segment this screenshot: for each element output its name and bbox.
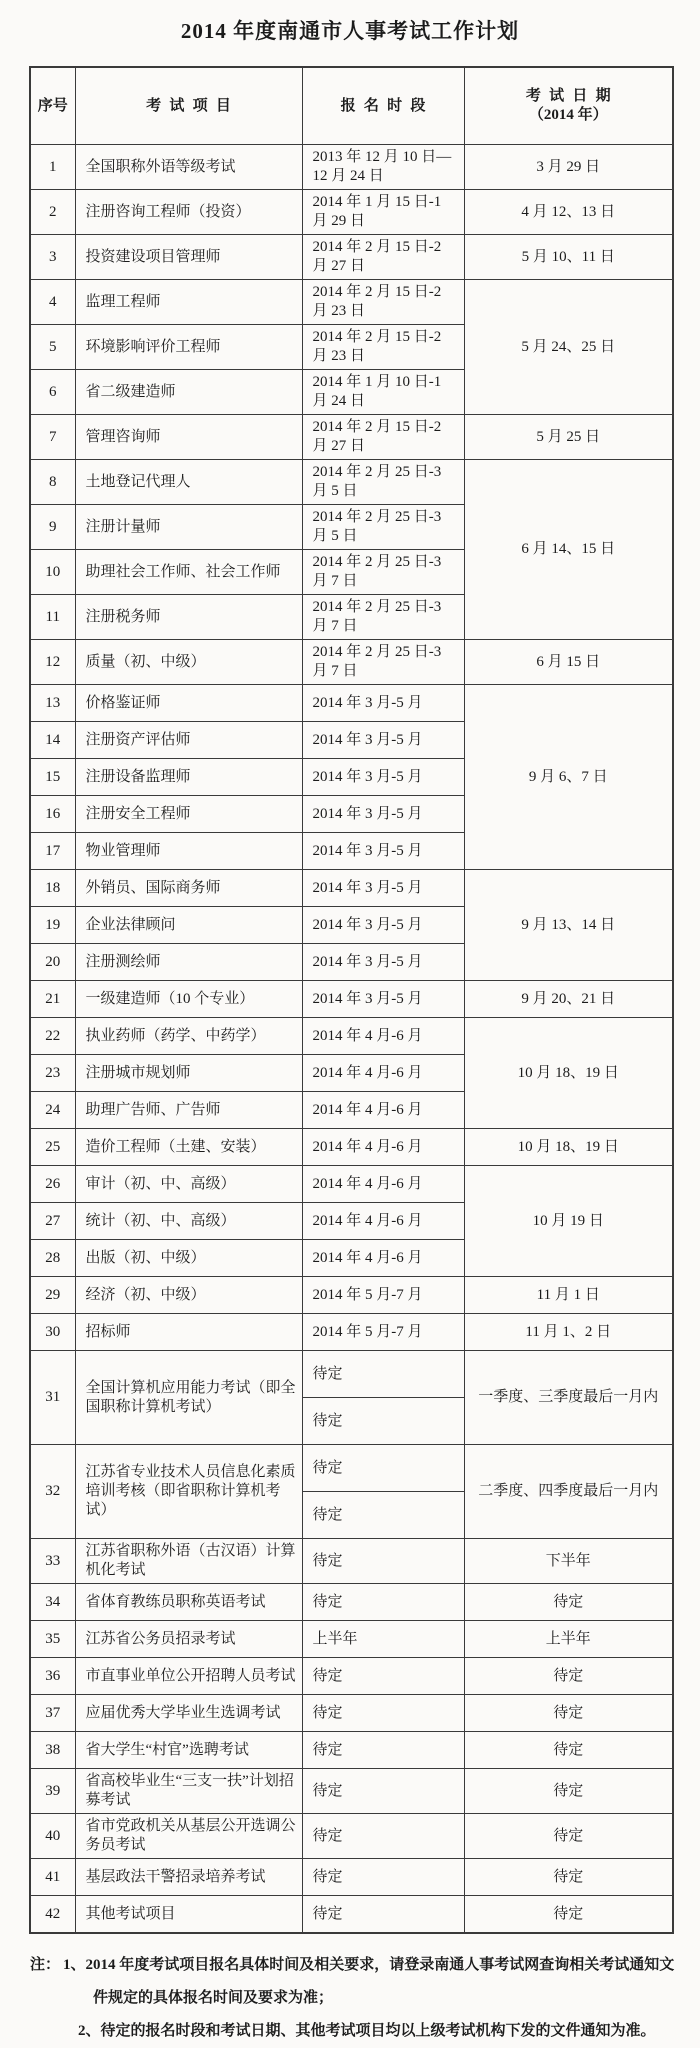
table-row <box>30 1129 673 1166</box>
notes-prefix: 注： <box>30 1957 61 1973</box>
registration-cell: 待定 <box>302 1695 464 1732</box>
note-item-1: 1、2014 年度考试项目报名具体时间及相关要求，请登录南通人事考试网查询相关考试通知文件规定的具体报名时间及要求为准； <box>63 1957 675 2006</box>
table-row <box>30 1166 673 1203</box>
exam-date-cell: 6 月 15 日 <box>464 640 673 685</box>
row-number-cell: 38 <box>30 1732 75 1769</box>
registration-cell: 2014 年 5 月-7 月 <box>302 1277 464 1314</box>
registration-cell: 2014 年 4 月-6 月 <box>302 1055 464 1092</box>
row-number-cell: 39 <box>30 1769 75 1814</box>
table-row <box>30 1351 673 1398</box>
registration-cell: 待定 <box>302 1445 464 1492</box>
registration-cell: 待定 <box>302 1539 464 1584</box>
row-number-cell: 13 <box>30 685 75 722</box>
row-number-cell: 41 <box>30 1859 75 1896</box>
row-number-cell: 4 <box>30 280 75 325</box>
registration-cell: 2014 年 3 月-5 月 <box>302 944 464 981</box>
row-number-cell: 17 <box>30 833 75 870</box>
exam-date-cell: 待定 <box>464 1859 673 1896</box>
table-row <box>30 685 673 722</box>
table-row <box>30 1695 673 1732</box>
row-number-cell: 24 <box>30 1092 75 1129</box>
exam-date-cell: 待定 <box>464 1658 673 1695</box>
exam-date-cell: 5 月 25 日 <box>464 415 673 460</box>
exam-item-cell: 全国职称外语等级考试 <box>75 145 302 190</box>
registration-cell: 2014 年 2 月 15 日-2 月 23 日 <box>302 325 464 370</box>
table-row <box>30 1769 673 1814</box>
header-registration-period: 报名时段 <box>302 67 464 145</box>
exam-item-cell: 土地登记代理人 <box>75 460 302 505</box>
row-number-cell: 20 <box>30 944 75 981</box>
row-number-cell: 42 <box>30 1896 75 1934</box>
exam-date-cell: 下半年 <box>464 1539 673 1584</box>
registration-cell: 2014 年 3 月-5 月 <box>302 833 464 870</box>
page-title: 2014 年度南通市人事考试工作计划 <box>180 19 520 43</box>
registration-cell: 待定 <box>302 1814 464 1859</box>
table-header-row <box>30 67 673 145</box>
registration-cell: 2014 年 4 月-6 月 <box>302 1166 464 1203</box>
exam-item-cell: 其他考试项目 <box>75 1896 302 1934</box>
registration-cell: 2013 年 12 月 10 日—12 月 24 日 <box>302 145 464 190</box>
registration-cell: 2014 年 3 月-5 月 <box>302 759 464 796</box>
row-number-cell: 7 <box>30 415 75 460</box>
exam-item-cell: 经济（初、中级） <box>75 1277 302 1314</box>
table-row <box>30 1314 673 1351</box>
registration-cell: 2014 年 2 月 15 日-2 月 23 日 <box>302 280 464 325</box>
exam-item-cell: 造价工程师（土建、安装） <box>75 1129 302 1166</box>
exam-item-cell: 江苏省职称外语（古汉语）计算机化考试 <box>75 1539 302 1584</box>
registration-cell: 待定 <box>302 1398 464 1445</box>
exam-date-cell: 待定 <box>464 1814 673 1859</box>
row-number-cell: 32 <box>30 1445 75 1539</box>
row-number-cell: 25 <box>30 1129 75 1166</box>
table-row <box>30 1539 673 1584</box>
row-number-cell: 37 <box>30 1695 75 1732</box>
exam-date-cell: 9 月 6、7 日 <box>464 685 673 870</box>
exam-item-cell: 审计（初、中、高级） <box>75 1166 302 1203</box>
exam-item-cell: 省大学生“村官”选聘考试 <box>75 1732 302 1769</box>
row-number-cell: 5 <box>30 325 75 370</box>
exam-item-cell: 质量（初、中级） <box>75 640 302 685</box>
exam-item-cell: 投资建设项目管理师 <box>75 235 302 280</box>
registration-cell: 2014 年 2 月 25 日-3 月 7 日 <box>302 550 464 595</box>
exam-item-cell: 企业法律顾问 <box>75 907 302 944</box>
exam-item-cell: 注册计量师 <box>75 505 302 550</box>
registration-cell: 待定 <box>302 1859 464 1896</box>
exam-item-cell: 全国计算机应用能力考试（即全国职称计算机考试） <box>75 1351 302 1445</box>
exam-item-cell: 出版（初、中级） <box>75 1240 302 1277</box>
table-row <box>30 460 673 505</box>
exam-item-cell: 应届优秀大学毕业生选调考试 <box>75 1695 302 1732</box>
exam-date-cell: 一季度、三季度最后一月内 <box>464 1351 673 1445</box>
exam-item-cell: 价格鉴证师 <box>75 685 302 722</box>
exam-date-cell: 3 月 29 日 <box>464 145 673 190</box>
registration-cell: 待定 <box>302 1732 464 1769</box>
row-number-cell: 8 <box>30 460 75 505</box>
row-number-cell: 34 <box>30 1584 75 1621</box>
row-number-cell: 6 <box>30 370 75 415</box>
exam-item-cell: 助理广告师、广告师 <box>75 1092 302 1129</box>
exam-item-cell: 注册税务师 <box>75 595 302 640</box>
registration-cell: 待定 <box>302 1584 464 1621</box>
registration-cell: 待定 <box>302 1492 464 1539</box>
exam-item-cell: 外销员、国际商务师 <box>75 870 302 907</box>
exam-item-cell: 市直事业单位公开招聘人员考试 <box>75 1658 302 1695</box>
registration-cell: 2014 年 1 月 10 日-1 月 24 日 <box>302 370 464 415</box>
exam-date-cell: 9 月 20、21 日 <box>464 981 673 1018</box>
registration-cell: 2014 年 4 月-6 月 <box>302 1129 464 1166</box>
exam-item-cell: 注册安全工程师 <box>75 796 302 833</box>
exam-item-cell: 招标师 <box>75 1314 302 1351</box>
registration-cell: 2014 年 3 月-5 月 <box>302 907 464 944</box>
row-number-cell: 36 <box>30 1658 75 1695</box>
exam-item-cell: 物业管理师 <box>75 833 302 870</box>
exam-date-cell: 上半年 <box>464 1621 673 1658</box>
registration-cell: 2014 年 4 月-6 月 <box>302 1203 464 1240</box>
row-number-cell: 26 <box>30 1166 75 1203</box>
registration-cell: 待定 <box>302 1769 464 1814</box>
row-number-cell: 11 <box>30 595 75 640</box>
exam-item-cell: 江苏省公务员招录考试 <box>75 1621 302 1658</box>
row-number-cell: 19 <box>30 907 75 944</box>
row-number-cell: 14 <box>30 722 75 759</box>
row-number-cell: 27 <box>30 1203 75 1240</box>
registration-cell: 待定 <box>302 1658 464 1695</box>
registration-cell: 2014 年 4 月-6 月 <box>302 1018 464 1055</box>
table-row <box>30 280 673 325</box>
table-row <box>30 1018 673 1055</box>
exam-date-cell: 11 月 1、2 日 <box>464 1314 673 1351</box>
registration-cell: 2014 年 4 月-6 月 <box>302 1092 464 1129</box>
exam-item-cell: 江苏省专业技术人员信息化素质培训考核（即省职称计算机考试） <box>75 1445 302 1539</box>
exam-date-cell: 待定 <box>464 1695 673 1732</box>
exam-date-cell: 10 月 18、19 日 <box>464 1129 673 1166</box>
exam-item-cell: 助理社会工作师、社会工作师 <box>75 550 302 595</box>
exam-item-cell: 执业药师（药学、中药学） <box>75 1018 302 1055</box>
row-number-cell: 21 <box>30 981 75 1018</box>
row-number-cell: 23 <box>30 1055 75 1092</box>
row-number-cell: 16 <box>30 796 75 833</box>
exam-item-cell: 监理工程师 <box>75 280 302 325</box>
table-row <box>30 235 673 280</box>
exam-date-cell: 11 月 1 日 <box>464 1277 673 1314</box>
exam-date-cell: 10 月 19 日 <box>464 1166 673 1277</box>
registration-cell: 2014 年 1 月 15 日-1 月 29 日 <box>302 190 464 235</box>
registration-cell: 2014 年 5 月-7 月 <box>302 1314 464 1351</box>
registration-cell: 2014 年 4 月-6 月 <box>302 1240 464 1277</box>
registration-cell: 2014 年 2 月 15 日-2 月 27 日 <box>302 415 464 460</box>
row-number-cell: 35 <box>30 1621 75 1658</box>
exam-item-cell: 一级建造师（10 个专业） <box>75 981 302 1018</box>
exam-item-cell: 省体育教练员职称英语考试 <box>75 1584 302 1621</box>
header-exam-item: 考试项目 <box>75 67 302 145</box>
exam-item-cell: 省高校毕业生“三支一扶”计划招募考试 <box>75 1769 302 1814</box>
registration-cell: 待定 <box>302 1896 464 1934</box>
registration-cell: 2014 年 2 月 25 日-3 月 5 日 <box>302 505 464 550</box>
row-number-cell: 2 <box>30 190 75 235</box>
row-number-cell: 22 <box>30 1018 75 1055</box>
exam-date-cell: 10 月 18、19 日 <box>464 1018 673 1129</box>
registration-cell: 2014 年 2 月 25 日-3 月 7 日 <box>302 640 464 685</box>
exam-date-cell: 6 月 14、15 日 <box>464 460 673 640</box>
row-number-cell: 30 <box>30 1314 75 1351</box>
exam-date-cell: 待定 <box>464 1769 673 1814</box>
header-serial-number: 序号 <box>30 67 75 145</box>
exam-date-cell: 待定 <box>464 1732 673 1769</box>
exam-item-cell: 统计（初、中、高级） <box>75 1203 302 1240</box>
exam-date-cell: 5 月 10、11 日 <box>464 235 673 280</box>
row-number-cell: 31 <box>30 1351 75 1445</box>
exam-item-cell: 环境影响评价工程师 <box>75 325 302 370</box>
exam-item-cell: 基层政法干警招录培养考试 <box>75 1859 302 1896</box>
table-row <box>30 1658 673 1695</box>
registration-cell: 2014 年 3 月-5 月 <box>302 870 464 907</box>
table-row <box>30 870 673 907</box>
table-row <box>30 145 673 190</box>
exam-item-cell: 注册咨询工程师（投资） <box>75 190 302 235</box>
exam-date-cell: 9 月 13、14 日 <box>464 870 673 981</box>
header-exam-date-line1: 考试日期 <box>525 88 619 104</box>
table-row <box>30 1732 673 1769</box>
row-number-cell: 12 <box>30 640 75 685</box>
table-row <box>30 1445 673 1492</box>
row-number-cell: 18 <box>30 870 75 907</box>
row-number-cell: 1 <box>30 145 75 190</box>
exam-item-cell: 省二级建造师 <box>75 370 302 415</box>
row-number-cell: 28 <box>30 1240 75 1277</box>
table-row <box>30 1814 673 1859</box>
exam-item-cell: 管理咨询师 <box>75 415 302 460</box>
row-number-cell: 15 <box>30 759 75 796</box>
exam-date-cell: 待定 <box>464 1584 673 1621</box>
exam-item-cell: 注册设备监理师 <box>75 759 302 796</box>
table-row <box>30 1584 673 1621</box>
table-row <box>30 1896 673 1934</box>
exam-item-cell: 注册资产评估师 <box>75 722 302 759</box>
registration-cell: 2014 年 2 月 15 日-2 月 27 日 <box>302 235 464 280</box>
exam-date-cell: 5 月 24、25 日 <box>464 280 673 415</box>
registration-cell: 2014 年 2 月 25 日-3 月 5 日 <box>302 460 464 505</box>
exam-item-cell: 注册城市规划师 <box>75 1055 302 1092</box>
header-exam-date-line2: （2014 年） <box>528 107 608 123</box>
table-row <box>30 190 673 235</box>
exam-schedule-table <box>29 66 674 1934</box>
exam-date-cell: 二季度、四季度最后一月内 <box>464 1445 673 1539</box>
registration-cell: 2014 年 3 月-5 月 <box>302 722 464 759</box>
table-row <box>30 640 673 685</box>
registration-cell: 待定 <box>302 1351 464 1398</box>
table-row <box>30 981 673 1018</box>
table-row <box>30 1277 673 1314</box>
notes-section <box>30 1949 675 2048</box>
table-row <box>30 1621 673 1658</box>
table-row <box>30 1859 673 1896</box>
row-number-cell: 29 <box>30 1277 75 1314</box>
registration-cell: 2014 年 3 月-5 月 <box>302 685 464 722</box>
header-exam-date <box>464 67 673 145</box>
registration-cell: 上半年 <box>302 1621 464 1658</box>
row-number-cell: 33 <box>30 1539 75 1584</box>
exam-date-cell: 4 月 12、13 日 <box>464 190 673 235</box>
exam-date-cell: 待定 <box>464 1896 673 1934</box>
registration-cell: 2014 年 3 月-5 月 <box>302 796 464 833</box>
table-row <box>30 415 673 460</box>
registration-cell: 2014 年 3 月-5 月 <box>302 981 464 1018</box>
note-item-2: 2、待定的报名时段和考试日期、其他考试项目均以上级考试机构下发的文件通知为准。 <box>78 2023 656 2039</box>
registration-cell: 2014 年 2 月 25 日-3 月 7 日 <box>302 595 464 640</box>
row-number-cell: 10 <box>30 550 75 595</box>
row-number-cell: 40 <box>30 1814 75 1859</box>
notes-body <box>63 1949 675 2048</box>
exam-item-cell: 注册测绘师 <box>75 944 302 981</box>
exam-item-cell: 省市党政机关从基层公开选调公务员考试 <box>75 1814 302 1859</box>
row-number-cell: 9 <box>30 505 75 550</box>
row-number-cell: 3 <box>30 235 75 280</box>
